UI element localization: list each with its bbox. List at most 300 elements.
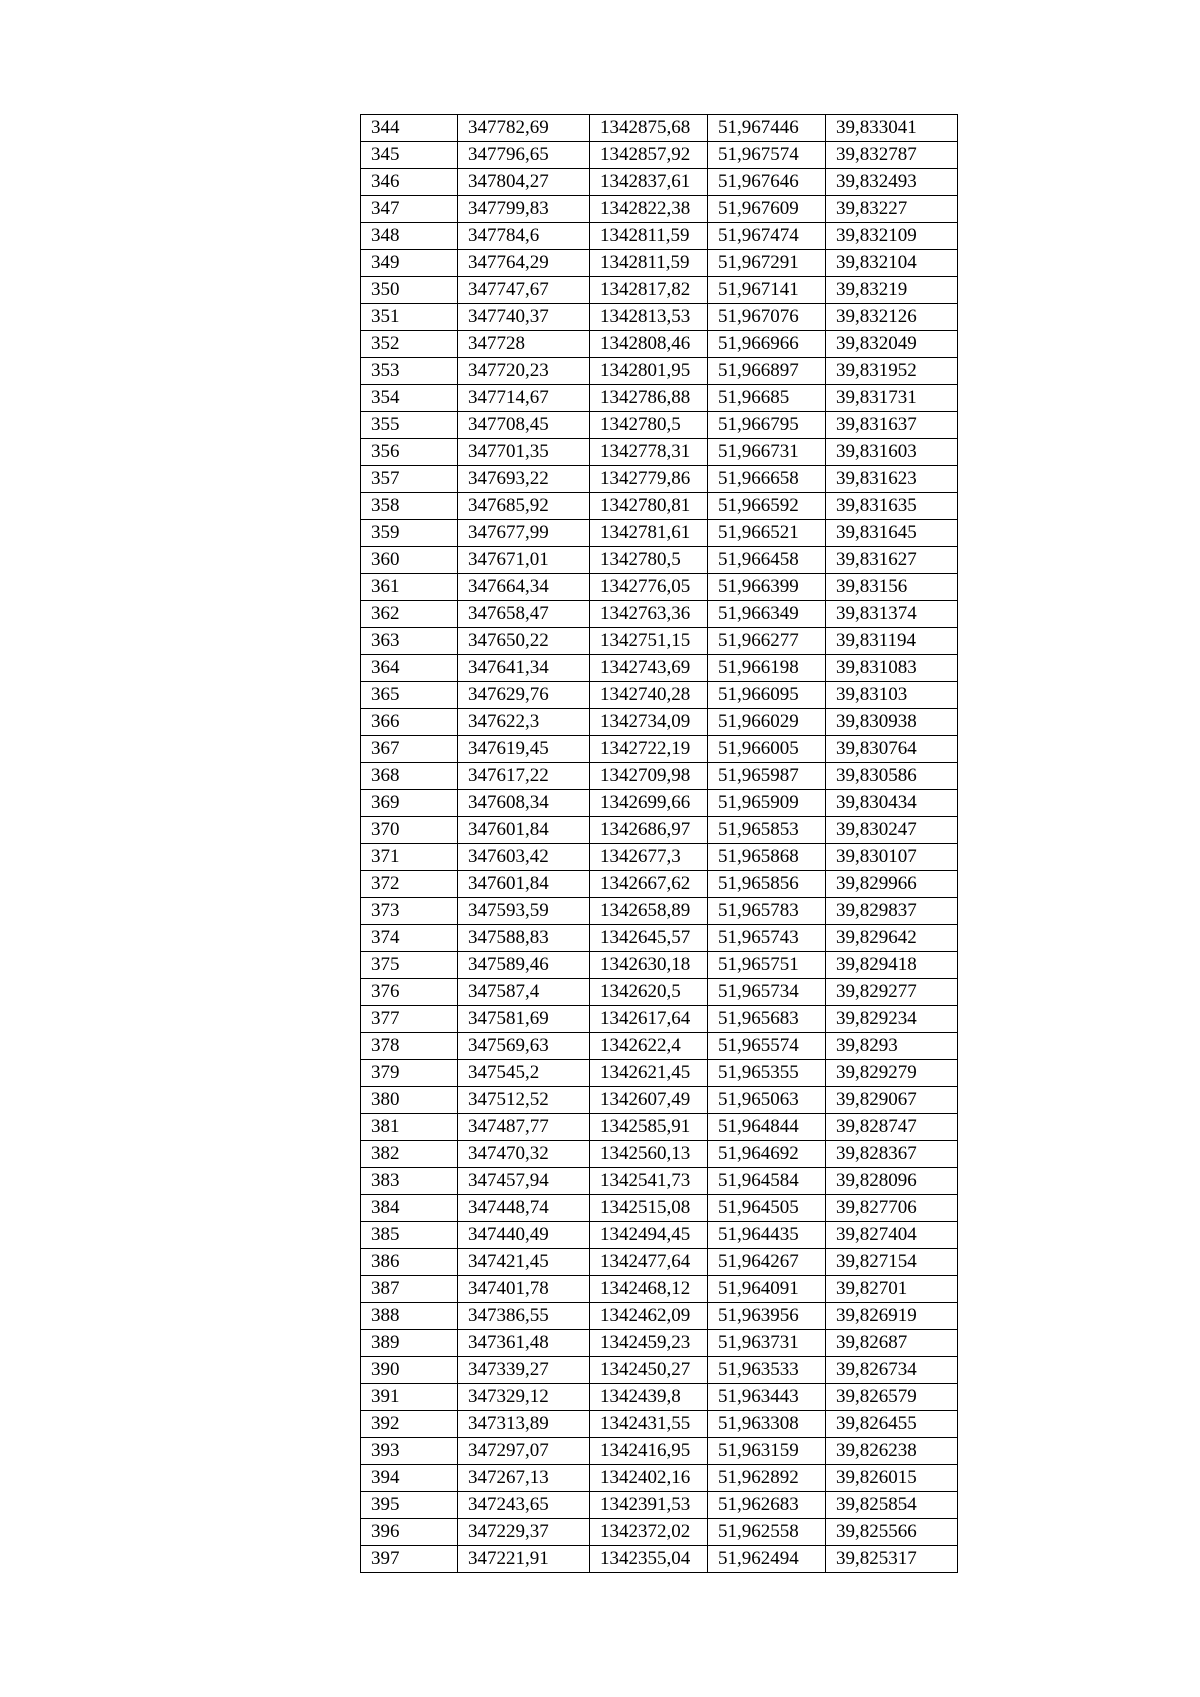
longitude-cell: 39,825854 [826,1492,958,1519]
longitude-cell: 39,833041 [826,115,958,142]
y-coordinate-cell: 1342450,27 [590,1357,708,1384]
point-number-cell: 391 [361,1384,458,1411]
point-number-cell: 380 [361,1087,458,1114]
table-row [361,952,958,979]
table-row [361,1330,958,1357]
y-coordinate-cell: 1342515,08 [590,1195,708,1222]
latitude-cell: 51,963533 [708,1357,826,1384]
latitude-cell: 51,967609 [708,196,826,223]
longitude-cell: 39,828367 [826,1141,958,1168]
point-number-cell: 370 [361,817,458,844]
latitude-cell: 51,966458 [708,547,826,574]
table-row [361,169,958,196]
latitude-cell: 51,964844 [708,1114,826,1141]
longitude-cell: 39,827154 [826,1249,958,1276]
latitude-cell: 51,966029 [708,709,826,736]
table-row [361,1006,958,1033]
latitude-cell: 51,966005 [708,736,826,763]
x-coordinate-cell: 347229,37 [458,1519,590,1546]
latitude-cell: 51,966795 [708,412,826,439]
y-coordinate-cell: 1342462,09 [590,1303,708,1330]
latitude-cell: 51,962892 [708,1465,826,1492]
x-coordinate-cell: 347267,13 [458,1465,590,1492]
longitude-cell: 39,832049 [826,331,958,358]
x-coordinate-cell: 347641,34 [458,655,590,682]
table-row [361,1060,958,1087]
y-coordinate-cell: 1342402,16 [590,1465,708,1492]
y-coordinate-cell: 1342699,66 [590,790,708,817]
y-coordinate-cell: 1342677,3 [590,844,708,871]
point-number-cell: 373 [361,898,458,925]
x-coordinate-cell: 347440,49 [458,1222,590,1249]
y-coordinate-cell: 1342468,12 [590,1276,708,1303]
y-coordinate-cell: 1342560,13 [590,1141,708,1168]
x-coordinate-cell: 347619,45 [458,736,590,763]
latitude-cell: 51,965574 [708,1033,826,1060]
table-row [361,655,958,682]
table-row [361,871,958,898]
point-number-cell: 346 [361,169,458,196]
longitude-cell: 39,826734 [826,1357,958,1384]
table-row [361,1114,958,1141]
y-coordinate-cell: 1342494,45 [590,1222,708,1249]
point-number-cell: 385 [361,1222,458,1249]
table-row [361,547,958,574]
longitude-cell: 39,830586 [826,763,958,790]
latitude-cell: 51,964584 [708,1168,826,1195]
y-coordinate-cell: 1342780,5 [590,412,708,439]
point-number-cell: 361 [361,574,458,601]
x-coordinate-cell: 347569,63 [458,1033,590,1060]
point-number-cell: 384 [361,1195,458,1222]
longitude-cell: 39,828747 [826,1114,958,1141]
table-row [361,1276,958,1303]
longitude-cell: 39,828096 [826,1168,958,1195]
x-coordinate-cell: 347685,92 [458,493,590,520]
longitude-cell: 39,831194 [826,628,958,655]
table-row [361,142,958,169]
point-number-cell: 378 [361,1033,458,1060]
x-coordinate-cell: 347421,45 [458,1249,590,1276]
latitude-cell: 51,962683 [708,1492,826,1519]
y-coordinate-cell: 1342686,97 [590,817,708,844]
x-coordinate-cell: 347720,23 [458,358,590,385]
point-number-cell: 348 [361,223,458,250]
longitude-cell: 39,829837 [826,898,958,925]
table-row [361,1222,958,1249]
table-row [361,493,958,520]
point-number-cell: 356 [361,439,458,466]
latitude-cell: 51,966658 [708,466,826,493]
longitude-cell: 39,829277 [826,979,958,1006]
table-row [361,844,958,871]
x-coordinate-cell: 347329,12 [458,1384,590,1411]
point-number-cell: 389 [361,1330,458,1357]
x-coordinate-cell: 347457,94 [458,1168,590,1195]
x-coordinate-cell: 347487,77 [458,1114,590,1141]
y-coordinate-cell: 1342431,55 [590,1411,708,1438]
table-row [361,331,958,358]
point-number-cell: 359 [361,520,458,547]
point-number-cell: 363 [361,628,458,655]
y-coordinate-cell: 1342722,19 [590,736,708,763]
x-coordinate-cell: 347297,07 [458,1438,590,1465]
x-coordinate-cell: 347581,69 [458,1006,590,1033]
longitude-cell: 39,8293 [826,1033,958,1060]
latitude-cell: 51,965853 [708,817,826,844]
x-coordinate-cell: 347601,84 [458,871,590,898]
point-number-cell: 350 [361,277,458,304]
y-coordinate-cell: 1342781,61 [590,520,708,547]
table-row [361,520,958,547]
y-coordinate-cell: 1342459,23 [590,1330,708,1357]
y-coordinate-cell: 1342620,5 [590,979,708,1006]
x-coordinate-cell: 347589,46 [458,952,590,979]
point-number-cell: 371 [361,844,458,871]
table-row [361,1519,958,1546]
y-coordinate-cell: 1342667,62 [590,871,708,898]
latitude-cell: 51,967076 [708,304,826,331]
point-number-cell: 344 [361,115,458,142]
x-coordinate-cell: 347740,37 [458,304,590,331]
latitude-cell: 51,967446 [708,115,826,142]
y-coordinate-cell: 1342857,92 [590,142,708,169]
y-coordinate-cell: 1342875,68 [590,115,708,142]
x-coordinate-cell: 347658,47 [458,601,590,628]
y-coordinate-cell: 1342837,61 [590,169,708,196]
latitude-cell: 51,964505 [708,1195,826,1222]
longitude-cell: 39,829642 [826,925,958,952]
y-coordinate-cell: 1342391,53 [590,1492,708,1519]
table-row [361,1357,958,1384]
table-row [361,439,958,466]
x-coordinate-cell: 347799,83 [458,196,590,223]
table-row [361,1249,958,1276]
y-coordinate-cell: 1342439,8 [590,1384,708,1411]
y-coordinate-cell: 1342617,64 [590,1006,708,1033]
longitude-cell: 39,832493 [826,169,958,196]
point-number-cell: 379 [361,1060,458,1087]
point-number-cell: 395 [361,1492,458,1519]
longitude-cell: 39,829418 [826,952,958,979]
longitude-cell: 39,831635 [826,493,958,520]
x-coordinate-cell: 347629,76 [458,682,590,709]
x-coordinate-cell: 347617,22 [458,763,590,790]
y-coordinate-cell: 1342786,88 [590,385,708,412]
y-coordinate-cell: 1342811,59 [590,223,708,250]
point-number-cell: 365 [361,682,458,709]
table-row [361,358,958,385]
longitude-cell: 39,831623 [826,466,958,493]
table-row [361,925,958,952]
point-number-cell: 351 [361,304,458,331]
x-coordinate-cell: 347608,34 [458,790,590,817]
y-coordinate-cell: 1342751,15 [590,628,708,655]
latitude-cell: 51,966521 [708,520,826,547]
latitude-cell: 51,966731 [708,439,826,466]
latitude-cell: 51,965355 [708,1060,826,1087]
x-coordinate-cell: 347401,78 [458,1276,590,1303]
table-row [361,1411,958,1438]
x-coordinate-cell: 347593,59 [458,898,590,925]
point-number-cell: 374 [361,925,458,952]
longitude-cell: 39,832787 [826,142,958,169]
x-coordinate-cell: 347784,6 [458,223,590,250]
latitude-cell: 51,965683 [708,1006,826,1033]
longitude-cell: 39,831952 [826,358,958,385]
y-coordinate-cell: 1342477,64 [590,1249,708,1276]
table-row [361,250,958,277]
y-coordinate-cell: 1342709,98 [590,763,708,790]
table-row [361,682,958,709]
y-coordinate-cell: 1342776,05 [590,574,708,601]
latitude-cell: 51,965856 [708,871,826,898]
latitude-cell: 51,963308 [708,1411,826,1438]
y-coordinate-cell: 1342740,28 [590,682,708,709]
y-coordinate-cell: 1342607,49 [590,1087,708,1114]
table-row [361,1546,958,1573]
latitude-cell: 51,964435 [708,1222,826,1249]
table-row [361,1303,958,1330]
latitude-cell: 51,965909 [708,790,826,817]
y-coordinate-cell: 1342780,81 [590,493,708,520]
y-coordinate-cell: 1342416,95 [590,1438,708,1465]
latitude-cell: 51,965987 [708,763,826,790]
point-number-cell: 394 [361,1465,458,1492]
y-coordinate-cell: 1342778,31 [590,439,708,466]
point-number-cell: 366 [361,709,458,736]
longitude-cell: 39,827404 [826,1222,958,1249]
point-number-cell: 393 [361,1438,458,1465]
point-number-cell: 367 [361,736,458,763]
y-coordinate-cell: 1342811,59 [590,250,708,277]
latitude-cell: 51,963443 [708,1384,826,1411]
point-number-cell: 354 [361,385,458,412]
table-row [361,979,958,1006]
point-number-cell: 372 [361,871,458,898]
x-coordinate-cell: 347747,67 [458,277,590,304]
table-row [361,628,958,655]
x-coordinate-cell: 347512,52 [458,1087,590,1114]
y-coordinate-cell: 1342801,95 [590,358,708,385]
latitude-cell: 51,966399 [708,574,826,601]
y-coordinate-cell: 1342780,5 [590,547,708,574]
table-row [361,736,958,763]
latitude-cell: 51,967646 [708,169,826,196]
y-coordinate-cell: 1342372,02 [590,1519,708,1546]
point-number-cell: 377 [361,1006,458,1033]
latitude-cell: 51,965734 [708,979,826,1006]
y-coordinate-cell: 1342658,89 [590,898,708,925]
longitude-cell: 39,825566 [826,1519,958,1546]
y-coordinate-cell: 1342734,09 [590,709,708,736]
table-row [361,466,958,493]
table-row [361,1168,958,1195]
longitude-cell: 39,831731 [826,385,958,412]
x-coordinate-cell: 347386,55 [458,1303,590,1330]
table-row [361,817,958,844]
y-coordinate-cell: 1342585,91 [590,1114,708,1141]
table-row [361,574,958,601]
longitude-cell: 39,826015 [826,1465,958,1492]
x-coordinate-cell: 347671,01 [458,547,590,574]
y-coordinate-cell: 1342622,4 [590,1033,708,1060]
x-coordinate-cell: 347693,22 [458,466,590,493]
latitude-cell: 51,966095 [708,682,826,709]
point-number-cell: 352 [361,331,458,358]
longitude-cell: 39,830247 [826,817,958,844]
latitude-cell: 51,967141 [708,277,826,304]
table-row [361,304,958,331]
longitude-cell: 39,829966 [826,871,958,898]
longitude-cell: 39,831627 [826,547,958,574]
longitude-cell: 39,830938 [826,709,958,736]
table-row [361,1033,958,1060]
x-coordinate-cell: 347677,99 [458,520,590,547]
point-number-cell: 376 [361,979,458,1006]
x-coordinate-cell: 347361,48 [458,1330,590,1357]
x-coordinate-cell: 347339,27 [458,1357,590,1384]
y-coordinate-cell: 1342817,82 [590,277,708,304]
latitude-cell: 51,963731 [708,1330,826,1357]
y-coordinate-cell: 1342355,04 [590,1546,708,1573]
latitude-cell: 51,967474 [708,223,826,250]
longitude-cell: 39,829067 [826,1087,958,1114]
latitude-cell: 51,967574 [708,142,826,169]
table-row [361,196,958,223]
point-number-cell: 369 [361,790,458,817]
coordinates-table [360,114,958,1573]
longitude-cell: 39,826455 [826,1411,958,1438]
x-coordinate-cell: 347470,32 [458,1141,590,1168]
y-coordinate-cell: 1342813,53 [590,304,708,331]
point-number-cell: 382 [361,1141,458,1168]
x-coordinate-cell: 347622,3 [458,709,590,736]
point-number-cell: 390 [361,1357,458,1384]
x-coordinate-cell: 347728 [458,331,590,358]
longitude-cell: 39,830107 [826,844,958,871]
latitude-cell: 51,966198 [708,655,826,682]
x-coordinate-cell: 347664,34 [458,574,590,601]
longitude-cell: 39,827706 [826,1195,958,1222]
longitude-cell: 39,832109 [826,223,958,250]
x-coordinate-cell: 347650,22 [458,628,590,655]
x-coordinate-cell: 347587,4 [458,979,590,1006]
latitude-cell: 51,966349 [708,601,826,628]
y-coordinate-cell: 1342743,69 [590,655,708,682]
latitude-cell: 51,964091 [708,1276,826,1303]
y-coordinate-cell: 1342808,46 [590,331,708,358]
point-number-cell: 362 [361,601,458,628]
point-number-cell: 353 [361,358,458,385]
point-number-cell: 347 [361,196,458,223]
longitude-cell: 39,83227 [826,196,958,223]
point-number-cell: 387 [361,1276,458,1303]
point-number-cell: 388 [361,1303,458,1330]
longitude-cell: 39,831645 [826,520,958,547]
longitude-cell: 39,826579 [826,1384,958,1411]
latitude-cell: 51,964692 [708,1141,826,1168]
table-row [361,1087,958,1114]
point-number-cell: 368 [361,763,458,790]
longitude-cell: 39,829279 [826,1060,958,1087]
table-row [361,1438,958,1465]
longitude-cell: 39,831603 [826,439,958,466]
longitude-cell: 39,83219 [826,277,958,304]
point-number-cell: 375 [361,952,458,979]
point-number-cell: 349 [361,250,458,277]
longitude-cell: 39,83156 [826,574,958,601]
latitude-cell: 51,964267 [708,1249,826,1276]
x-coordinate-cell: 347588,83 [458,925,590,952]
point-number-cell: 357 [361,466,458,493]
point-number-cell: 364 [361,655,458,682]
y-coordinate-cell: 1342630,18 [590,952,708,979]
x-coordinate-cell: 347313,89 [458,1411,590,1438]
latitude-cell: 51,966277 [708,628,826,655]
x-coordinate-cell: 347701,35 [458,439,590,466]
table-row [361,709,958,736]
x-coordinate-cell: 347782,69 [458,115,590,142]
x-coordinate-cell: 347714,67 [458,385,590,412]
latitude-cell: 51,962558 [708,1519,826,1546]
latitude-cell: 51,966897 [708,358,826,385]
x-coordinate-cell: 347221,91 [458,1546,590,1573]
latitude-cell: 51,963159 [708,1438,826,1465]
point-number-cell: 360 [361,547,458,574]
x-coordinate-cell: 347601,84 [458,817,590,844]
point-number-cell: 397 [361,1546,458,1573]
x-coordinate-cell: 347243,65 [458,1492,590,1519]
longitude-cell: 39,826238 [826,1438,958,1465]
longitude-cell: 39,831374 [826,601,958,628]
y-coordinate-cell: 1342779,86 [590,466,708,493]
longitude-cell: 39,831083 [826,655,958,682]
x-coordinate-cell: 347545,2 [458,1060,590,1087]
latitude-cell: 51,965751 [708,952,826,979]
table-row [361,898,958,925]
longitude-cell: 39,830764 [826,736,958,763]
x-coordinate-cell: 347796,65 [458,142,590,169]
x-coordinate-cell: 347804,27 [458,169,590,196]
y-coordinate-cell: 1342763,36 [590,601,708,628]
point-number-cell: 396 [361,1519,458,1546]
latitude-cell: 51,962494 [708,1546,826,1573]
longitude-cell: 39,832126 [826,304,958,331]
table-row [361,277,958,304]
point-number-cell: 381 [361,1114,458,1141]
latitude-cell: 51,966966 [708,331,826,358]
y-coordinate-cell: 1342541,73 [590,1168,708,1195]
table-row [361,790,958,817]
longitude-cell: 39,829234 [826,1006,958,1033]
point-number-cell: 345 [361,142,458,169]
table-row [361,385,958,412]
x-coordinate-cell: 347448,74 [458,1195,590,1222]
table-row [361,1195,958,1222]
longitude-cell: 39,826919 [826,1303,958,1330]
table-row [361,1465,958,1492]
table-row [361,1141,958,1168]
table-row [361,1492,958,1519]
latitude-cell: 51,965743 [708,925,826,952]
latitude-cell: 51,967291 [708,250,826,277]
x-coordinate-cell: 347764,29 [458,250,590,277]
table-row [361,223,958,250]
y-coordinate-cell: 1342822,38 [590,196,708,223]
table-row [361,115,958,142]
latitude-cell: 51,965063 [708,1087,826,1114]
